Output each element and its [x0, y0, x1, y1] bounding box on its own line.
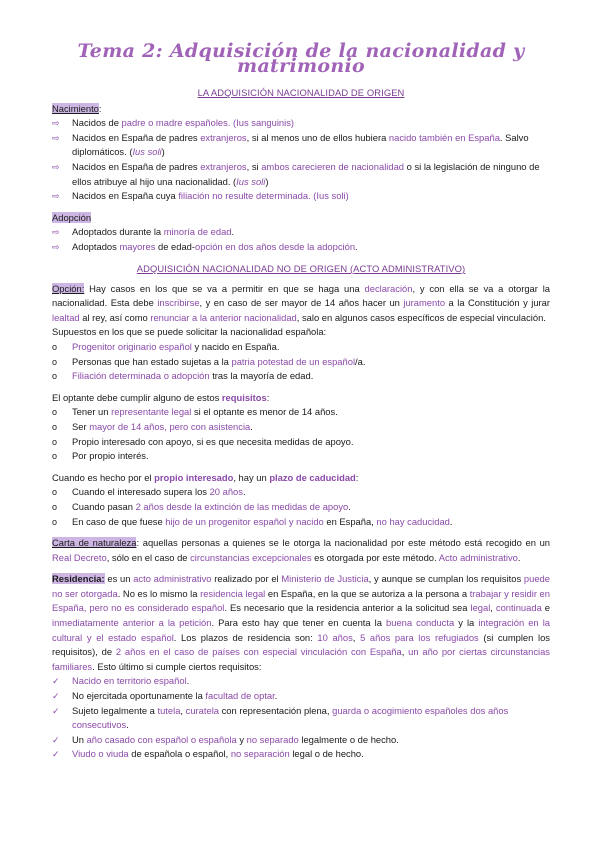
text-segment: /a. [355, 355, 366, 367]
text-segment: . Esto último si cumple ciertos requisitos: [92, 660, 262, 672]
list-item-text [72, 500, 550, 515]
highlighted-text: 20 años [209, 486, 243, 498]
highlighted-text: minoría de edad [163, 226, 232, 238]
text-segment: , [180, 704, 186, 716]
text-segment: Un [72, 733, 87, 745]
text-segment: realizado por el [211, 573, 282, 585]
list-item [52, 189, 550, 204]
circle-bullet-icon: o [52, 501, 58, 512]
text-segment: . [355, 240, 358, 252]
text-segment: Personas que han estado sujetas a la [72, 355, 232, 367]
text-segment: Nacidos en España de padres [72, 160, 201, 172]
check-icon: ✓ [52, 705, 60, 716]
text-segment: si el optante es menor de 14 años. [191, 406, 338, 418]
text-segment: , sólo en el caso de [106, 551, 191, 563]
text-segment: legal o de hecho. [289, 748, 364, 760]
section-no-origen [52, 262, 550, 762]
check-icon: ✓ [52, 749, 60, 760]
text-segment: : aquellas personas a quienes se le otorga la nacionalidad por este método está recogido en un [136, 537, 551, 549]
arrow-right-icon: ⇨ [52, 132, 60, 143]
text-segment: en España, en la que se autoriza a la persona a [265, 587, 470, 599]
highlighted-text: filiación no resulte determinada. (Ius soli) [178, 190, 349, 202]
list-item-text [72, 160, 550, 189]
text-segment: con representación plena, [219, 704, 333, 716]
text-segment: (si cumplen los requisitos), de [52, 631, 550, 658]
text-segment: . Es necesario que la residencia anterior a la solicitud sea [224, 602, 471, 614]
caducidad-intro [52, 471, 550, 486]
residencia-label: Residencia: [52, 573, 105, 585]
nacimiento-label: Nacimiento [52, 102, 99, 114]
highlighted-text: legal [470, 602, 491, 614]
section-heading: ADQUISICIÓN NACIONALIDAD NO DE ORIGEN (ACTO ADMINISTRATIVO) [136, 263, 466, 274]
highlighted-text: patria potestad de un español [231, 355, 356, 367]
caducidad-list [52, 485, 550, 529]
list-item [52, 733, 550, 748]
highlighted-text: Viudo o viuda [72, 748, 129, 760]
list-item-text [72, 340, 550, 355]
text-segment: , [401, 646, 409, 658]
text-segment: . Salvo diplomáticos. ( [72, 131, 529, 158]
text-segment: En caso de que fuese [72, 515, 166, 527]
text-segment: , [352, 631, 361, 643]
text-segment: . [186, 675, 190, 687]
nacimiento-label-line: Nacimiento: [52, 102, 102, 114]
text-segment: Nacidos en España cuya [72, 190, 179, 202]
list-item [52, 369, 550, 384]
carta-paragraph [52, 536, 550, 565]
circle-bullet-icon: o [52, 487, 58, 498]
text-segment: . Los plazos de residencia son: [173, 631, 318, 643]
circle-bullet-icon: o [52, 516, 58, 527]
check-icon: ✓ [52, 734, 60, 745]
list-item-text [72, 704, 550, 733]
residencia-list [52, 674, 550, 762]
text-segment: Nacidos en España de padres [72, 131, 201, 143]
highlighted-text: juramento [403, 297, 446, 309]
list-item-text [72, 240, 550, 255]
text-segment: Por propio interés. [72, 450, 149, 462]
list-item [52, 355, 550, 370]
list-item [52, 500, 550, 515]
text-segment: , y aunque se cumplan los requisitos [368, 573, 524, 585]
list-item [52, 485, 550, 500]
list-item-text [72, 689, 550, 704]
list-item-text [72, 189, 550, 204]
highlighted-text: mayores [119, 240, 156, 252]
highlighted-text: guarda o acogimiento españoles dos años consecutivos [72, 704, 509, 731]
highlighted-text: representante legal [111, 406, 192, 418]
text-segment: Adoptados durante la [72, 226, 164, 238]
circle-bullet-icon: o [52, 436, 58, 447]
list-item [52, 240, 550, 255]
list-item-text [72, 674, 550, 689]
list-item-text [72, 747, 550, 762]
adopcion-label-line [52, 211, 550, 226]
text-segment: y la [454, 617, 479, 629]
list-item [52, 405, 550, 420]
text-segment: Hay casos en los que se va a permitir en que se haga una [89, 282, 365, 294]
highlighted-text: Nacido en territorio español [72, 675, 187, 687]
highlighted-text: facultad de optar [205, 690, 275, 702]
highlighted-text: residencia legal [200, 587, 266, 599]
highlighted-text: Filiación determinada o adopción [72, 370, 210, 382]
list-item-text [72, 449, 550, 464]
text-segment: , [490, 602, 496, 614]
text-segment: , y con ella se va a otorgar la nacionalidad. Esta debe [52, 282, 551, 309]
carta-label: Carta de naturaleza [52, 537, 137, 549]
text-segment: , si [246, 160, 262, 172]
text-segment: . Para esto hay que tener en cuenta la [211, 617, 387, 629]
highlighted-text: Ministerio de Justicia [281, 573, 369, 585]
text-segment: . [126, 719, 129, 731]
list-item [52, 704, 550, 733]
text-segment: . [517, 551, 521, 563]
list-item [52, 131, 550, 160]
list-item [52, 116, 550, 131]
highlighted-text: Ius soli [236, 175, 266, 187]
highlighted-text: opción en dos años desde la adopción [195, 240, 356, 252]
list-item [52, 160, 550, 189]
text-segment: , si al menos uno de ellos hubiera [246, 131, 389, 143]
text-segment: tras la mayoría de edad. [209, 370, 314, 382]
arrow-right-icon: ⇨ [52, 118, 60, 129]
highlighted-text: 10 años [317, 631, 353, 643]
highlighted-text: continuada [495, 602, 542, 614]
highlighted-text: 2 años en el caso de países con especial vinculación con España [115, 646, 402, 658]
list-item-text [72, 515, 550, 530]
text-segment: , y en caso de ser mayor de 14 años hacer un [199, 297, 404, 309]
highlighted-text: no separado [246, 733, 299, 745]
highlighted-text: hijo de un progenitor español y nacido [165, 515, 324, 527]
highlighted-text: tutela [157, 704, 181, 716]
highlighted-text: no separación [230, 748, 290, 760]
highlighted-text: declaración [364, 282, 413, 294]
highlighted-text: padre o madre españoles. (Ius sanguinis) [121, 117, 295, 129]
residencia-paragraph [52, 572, 550, 674]
text-segment: , hay un [233, 471, 270, 483]
adopcion-label: Adopción [52, 211, 92, 223]
text-segment: Sujeto legalmente a [72, 704, 158, 716]
text-segment: ) [265, 175, 269, 187]
highlighted-text: ambos carecieren de nacionalidad [261, 160, 405, 172]
list-item [52, 689, 550, 704]
list-item-text [72, 225, 550, 240]
list-item [52, 674, 550, 689]
list-item-text [72, 485, 550, 500]
text-segment: de edad- [155, 240, 196, 252]
text-segment: El optante debe cumplir alguno de estos [52, 391, 222, 403]
text-segment: . [274, 690, 278, 702]
text-segment: legalmente o de hecho. [298, 733, 399, 745]
page-title: Tema 2: Adquisición de la nacionalidad y matrimonio [77, 40, 525, 77]
section-origen [52, 86, 550, 255]
highlighted-text: 2 años desde la extinción de las medidas de apoyo [135, 500, 349, 512]
list-item-text [72, 369, 550, 384]
text-segment: Cuando pasan [72, 500, 136, 512]
arrow-right-icon: ⇨ [52, 161, 60, 172]
text-segment: . [348, 500, 351, 512]
supuestos-intro: Supuestos en los que se puede solicitar la nacionalidad española: [52, 326, 327, 338]
highlighted-text: Real Decreto [52, 551, 107, 563]
highlighted-text: requisitos [221, 391, 267, 403]
list-item [52, 420, 550, 435]
highlighted-text: puede no ser otorgada [52, 573, 550, 599]
highlighted-text: propio interesado [154, 471, 234, 483]
highlighted-text: año casado con español o española [86, 733, 237, 745]
list-item-text [72, 733, 550, 748]
text-segment: Cuando es hecho por el [52, 471, 155, 483]
highlighted-text: nacido también en España [388, 131, 500, 143]
text-segment: o si la legislación de ninguno de ellos atribuye al hijo una nacionalidad. ( [72, 160, 540, 187]
highlighted-text: buena conducta [386, 617, 455, 629]
highlighted-text: Acto administrativo [438, 551, 518, 563]
text-segment: al rey, así como [79, 311, 151, 323]
highlighted-text: circunstancias excepcionales [190, 551, 312, 563]
nacimiento-list [52, 116, 550, 204]
opcion-label: Opción: [52, 282, 85, 294]
text-segment: e [541, 602, 550, 614]
circle-bullet-icon: o [52, 407, 58, 418]
highlighted-text: inscribirse [157, 297, 200, 309]
text-segment: . No es lo mismo la [117, 587, 201, 599]
list-item-text [72, 355, 550, 370]
opcion-paragraph [52, 282, 550, 326]
highlighted-text: trabajar y residir en España, pero no es considerado español [52, 587, 550, 614]
text-segment: Cuando el interesado supera los [72, 486, 210, 498]
highlighted-text: renunciar a la anterior nacionalidad [150, 311, 297, 323]
text-segment: a la Constitución y jurar [445, 297, 550, 309]
highlighted-text: inmediatamente anterior a la petición [52, 617, 212, 629]
highlighted-text: 5 años para los refugiados [360, 631, 479, 643]
highlighted-text: mayor de 14 años, pero con asistencia [89, 420, 251, 432]
highlighted-text: extranjeros [200, 160, 247, 172]
highlighted-text: lealtad [52, 311, 80, 323]
circle-bullet-icon: o [52, 341, 58, 352]
list-item [52, 449, 550, 464]
supuestos-list [52, 340, 550, 384]
text-segment: ) [161, 146, 165, 158]
list-item-text [72, 131, 550, 160]
list-item [52, 515, 550, 530]
circle-bullet-icon: o [52, 371, 58, 382]
text-segment: Ser [72, 420, 90, 432]
text-segment: : [355, 471, 359, 483]
text-segment: Propio interesado con apoyo, si es que necesita medidas de apoyo. [72, 435, 354, 447]
list-item [52, 225, 550, 240]
check-icon: ✓ [52, 691, 60, 702]
check-icon: ✓ [52, 676, 60, 687]
circle-bullet-icon: o [52, 451, 58, 462]
text-segment: : [266, 391, 270, 403]
arrow-right-icon: ⇨ [52, 241, 60, 252]
highlighted-text: curatela [185, 704, 219, 716]
list-item-text [72, 420, 550, 435]
text-segment: Adoptados [72, 240, 120, 252]
text-segment: . [250, 420, 253, 432]
highlighted-text: Ius soli [132, 146, 162, 158]
list-item [52, 340, 550, 355]
highlighted-text: no hay caducidad [376, 515, 450, 527]
text-segment: y [236, 733, 247, 745]
list-item [52, 435, 550, 450]
list-item-text [72, 435, 550, 450]
list-item [52, 747, 550, 762]
circle-bullet-icon: o [52, 356, 58, 367]
text-segment: Tener un [72, 406, 112, 418]
requisitos-intro [52, 391, 550, 406]
text-segment: , salo en algunos casos específicos de especial vinculación. [296, 311, 546, 323]
text-segment: es otorgada por este método. [311, 551, 439, 563]
text-segment: . [231, 226, 235, 238]
requisitos-list [52, 405, 550, 463]
section-heading: LA ADQUISICIÓN NACIONALIDAD DE ORIGEN [197, 87, 405, 98]
text-segment: Nacidos de [72, 117, 122, 129]
arrow-right-icon: ⇨ [52, 227, 60, 238]
highlighted-text: un año por ciertas circunstancias familiares [52, 646, 550, 672]
text-segment: de española o español, [128, 748, 231, 760]
text-segment: es un [104, 573, 134, 585]
adopcion-list [52, 225, 550, 254]
text-segment: . [242, 486, 246, 498]
circle-bullet-icon: o [52, 421, 58, 432]
arrow-right-icon: ⇨ [52, 191, 60, 202]
highlighted-text: Progenitor originario español [72, 340, 192, 352]
text-segment: y nacido en España. [191, 340, 280, 352]
highlighted-text: extranjeros [200, 131, 247, 143]
list-item-text [72, 405, 550, 420]
text-segment: No ejercitada oportunamente la [72, 690, 206, 702]
highlighted-text: acto administrativo [133, 573, 212, 585]
highlighted-text: plazo de caducidad [269, 471, 356, 483]
text-segment: . [449, 515, 453, 527]
highlighted-text: integración en la cultural y el estado español [52, 617, 550, 643]
text-segment: en España, [323, 515, 377, 527]
list-item-text [72, 116, 550, 131]
